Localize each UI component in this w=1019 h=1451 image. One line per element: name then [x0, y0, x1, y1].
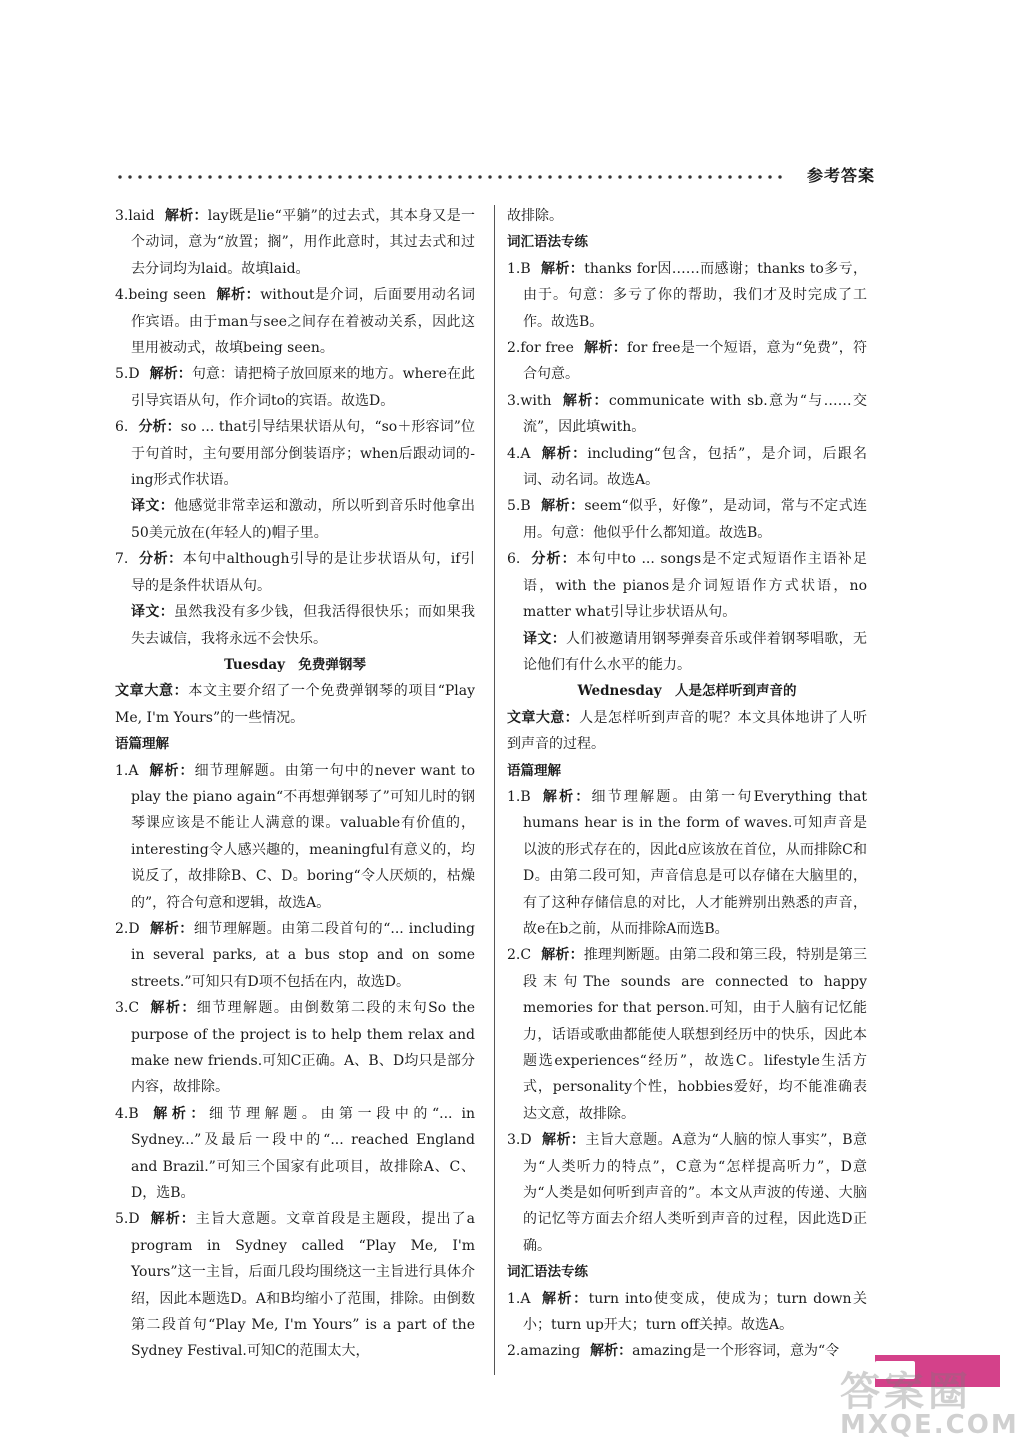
- answer-item: [507, 784, 867, 942]
- answer-item: [507, 493, 867, 546]
- answer-item: [115, 916, 475, 995]
- answer-item: [507, 1286, 867, 1339]
- answer-text: 本句中although引导的是让步状语从句，if引导的是条件状语从句。: [131, 551, 475, 594]
- answer-label: 解析：: [561, 392, 609, 409]
- answer-label: 分析：: [138, 419, 181, 436]
- answer-number: 1.A: [507, 1290, 531, 1307]
- answer-item: [507, 388, 867, 441]
- answer-item: [115, 995, 475, 1101]
- answer-number: 6.: [115, 419, 129, 436]
- answer-label: 解析：: [540, 260, 585, 277]
- answer-item: [115, 414, 475, 493]
- column-divider: [494, 205, 495, 1375]
- answer-label: 解析：: [149, 1211, 196, 1228]
- answer-text: 故排除。: [507, 208, 563, 224]
- answer-label: 文章大意：: [115, 683, 189, 700]
- answer-item: [115, 599, 475, 652]
- answer-label: 解析：: [148, 762, 195, 779]
- section-heading: 语篇理解: [115, 736, 169, 753]
- answer-text: 细节理解题。由倒数第二段的末句So the purpose of the project is to help them relax and make new friends.可知C正确。A、B、D均只是部分内容，故排除。: [131, 1000, 475, 1096]
- answer-label: 解析：: [540, 1290, 589, 1307]
- answer-label: 分析：: [138, 551, 183, 568]
- answer-text: 句意：请把椅子放回原来的地方。where在此引导宾语从句，作介词to的宾语。故选D。: [131, 366, 475, 409]
- section-heading: 语篇理解: [507, 762, 561, 779]
- answer-text: communicate with sb.意为“与……交流”，因此填with。: [523, 392, 868, 436]
- answer-number: 5.D: [115, 1211, 140, 1228]
- answer-label: 解析：: [149, 920, 194, 937]
- answer-number: 1.B: [507, 260, 531, 277]
- answer-item: [115, 282, 475, 361]
- answer-text: seem“似乎，好像”，是动词，常与不定式连用。句意：他似乎什么都知道。故选B。: [523, 498, 868, 541]
- answer-label: 解析：: [541, 947, 584, 964]
- section-heading: 词汇语法专练: [507, 1264, 588, 1281]
- answer-label: 译文：: [131, 498, 175, 515]
- answer-number: 3.D: [507, 1132, 532, 1149]
- answer-item: [115, 1101, 475, 1207]
- answer-item: [507, 441, 867, 494]
- answer-text: without是介词，后面要用动名词作宾语。由于man与see之间存在着被动关系，因此这里用被动式，故填being seen。: [131, 287, 475, 357]
- answer-label: 解析：: [215, 287, 261, 304]
- answer-number: 2.C: [507, 947, 532, 964]
- answer-label: 文章大意：: [507, 709, 580, 726]
- answer-label: 解析：: [149, 1000, 197, 1017]
- answer-item: [115, 546, 475, 599]
- answer-label: 解析：: [541, 1132, 586, 1149]
- section-heading: 词汇语法专练: [507, 234, 588, 251]
- answer-label: 解析：: [148, 1105, 209, 1122]
- answer-label: 译文：: [131, 604, 175, 621]
- answer-number: 3.C: [115, 1000, 140, 1017]
- answer-text: 人们被邀请用钢琴弹奏音乐或伴着钢琴唱歌，无论他们有什么水平的能力。: [523, 630, 868, 673]
- answer-number: 6.: [507, 551, 521, 568]
- answer-label: 解析：: [149, 366, 192, 383]
- answer-text: 主旨大意题。文章首段是主题段，提出了a program in Sydney called “Play Me, I'm Yours”这一主旨，后面几段均围绕这一主旨进行具体介绍，因此本题选D。A和B均缩小了范围，排除。由倒数第二段首句“Play Me, I'm Yours” is a part of the Sydney Festival.可知C的范围太大，: [131, 1211, 475, 1360]
- answer-text: 主旨大意题。A意为“人脑的惊人事实”，B意为“人类听力的特点”，C意为“怎样提高听力”，D意为“人类是如何听到声音的”。本文从声波的传递、大脑的记忆等方面去介绍人类听到声音的过程，因此选D正确。: [523, 1132, 867, 1254]
- answer-item: [115, 758, 475, 916]
- answer-number: 2.amazing: [507, 1343, 581, 1360]
- answer-number: 1.B: [507, 788, 531, 805]
- day-heading: Wednesday 人是怎样听到声音的: [577, 683, 797, 700]
- answer-label: 解析：: [540, 445, 588, 462]
- answer-text: lay既是lie“平躺”的过去式，其本身又是一个动词，意为“放置；搁”，用作此意时，其过去式和过去分词均为laid。故填laid。: [131, 208, 476, 277]
- answer-item: [115, 361, 475, 414]
- answer-text: 他感觉非常幸运和激动，所以听到音乐时他拿出50美元放在(年轻人的)帽子里。: [131, 498, 476, 541]
- answer-item: [507, 942, 867, 1127]
- answer-label: 解析：: [590, 1343, 633, 1360]
- answer-label: 解析：: [540, 788, 592, 805]
- answer-text: 细节理解题。由第二段首句的“... including in several parks, at a bus stop and on some streets.”可知只有D项不包括在内，故选D。: [131, 920, 475, 990]
- answer-number: 3.with: [507, 392, 552, 409]
- answer-label: 解析：: [164, 208, 208, 224]
- answer-item: [507, 1338, 867, 1364]
- answer-item: [115, 203, 475, 282]
- answer-number: 1.A: [115, 762, 139, 779]
- answer-text: including“包含，包括”，是介词，后跟名词、动名词。故选A。: [523, 445, 868, 489]
- answer-item: [507, 705, 867, 758]
- answer-number: 7.: [115, 551, 129, 568]
- answer-text: 细节理解题。由第一句中的never want to play the piano again“不再想弹钢琴了”可知儿时的钢琴课应该是不能让人满意的课。valuable有价值的，interesting令人感兴趣的，meaningful有意义的，均说反了，故排除B、C、D。boring“令人厌烦的，枯燥的”，符合句意和逻辑，故选A。: [131, 762, 475, 911]
- page-header: [115, 163, 875, 187]
- answer-label: 解析：: [583, 340, 628, 357]
- answer-text: for free是一个短语，意为“免费”，符合句意。: [523, 340, 867, 383]
- answer-number: 4.being seen: [115, 287, 206, 304]
- answer-text: 推理判断题。由第二段和第三段，特别是第三段末句The sounds are connected to happy memories for that person.可知，由于人脑有记忆能力，话语或歌曲都能使人联想到经历中的快乐，因此本题选experiences“经历”，故选C。lifestyle生活方式，personality个性，hobbies爱好，均不能准确表达文意，故排除。: [523, 947, 868, 1122]
- answer-item: [115, 1206, 475, 1364]
- answer-text: 人是怎样听到声音的呢？本文具体地讲了人听到声音的过程。: [507, 709, 868, 753]
- answer-text: turn into使变成，使成为；turn down关小；turn up开大；turn off关掉。故选A。: [523, 1290, 868, 1334]
- answer-item: [507, 626, 867, 679]
- answer-number: 4.B: [115, 1105, 139, 1122]
- answer-item: [115, 493, 475, 546]
- answer-text: amazing是一个形容词，意为“令: [632, 1343, 840, 1360]
- answer-number: 4.A: [507, 445, 531, 462]
- answer-item: [507, 203, 867, 229]
- dotted-rule: [115, 175, 785, 179]
- answer-text: 细节理解题。由第一段中的“... in Sydney...”及最后一段中的“... reached England and Brazil.”可知三个国家有此项目，故排除A、C、D，选B。: [131, 1105, 475, 1202]
- header-title: 参考答案: [806, 166, 875, 185]
- answer-label: 解析：: [540, 498, 585, 515]
- answer-text: 虽然我没有多少钱，但我活得很快乐；而如果我失去诚信，我将永远不会快乐。: [131, 604, 476, 647]
- answer-text: thanks for因……而感谢；thanks to多亏，由于。句意：多亏了你的帮助，我们才及时完成了工作。故选B。: [523, 260, 867, 330]
- watermark-line1: 答案圈: [840, 1369, 972, 1415]
- answer-text: 细节理解题。由第一句Everything that humans hear is in the form of waves.可知声音是以波的形式存在的，因此d应该放在首位，从而排除C和D。由第二段可知，声音信息是可以存储在大脑里的，有了这种存储信息的对比，人才能辨别出熟悉的声音，故e在b之前，从而排除A而选B。: [523, 788, 867, 937]
- answer-number: 2.for free: [507, 340, 574, 357]
- answer-text: so ... that引导结果状语从句，“so＋形容词”位于句首时，主句要用部分倒装语序；when后跟动词的-ing形式作状语。: [131, 419, 475, 489]
- watermark-logo: [840, 1360, 1019, 1445]
- answer-item: [507, 256, 867, 335]
- watermark-line2: MXQE.COM: [840, 1410, 1019, 1440]
- answer-item: [115, 678, 475, 731]
- answer-item: [507, 1127, 867, 1259]
- answer-number: 3.laid: [115, 208, 155, 224]
- day-heading: Tuesday 免费弹钢琴: [224, 656, 366, 673]
- answer-item: [507, 546, 867, 625]
- right-column: [507, 203, 867, 1365]
- answer-text: 本句中to ... songs是不定式短语作主语补足语，with the pianos是介词短语作方式状语，no matter what引导让步状语从句。: [523, 551, 867, 621]
- answer-number: 2.D: [115, 920, 140, 937]
- answer-number: 5.B: [507, 498, 531, 515]
- answer-label: 译文：: [523, 630, 567, 647]
- left-column: [115, 203, 475, 1365]
- answer-number: 5.D: [115, 366, 140, 383]
- answer-label: 分析：: [530, 551, 577, 568]
- answer-item: [507, 335, 867, 388]
- answer-text: 本文主要介绍了一个免费弹钢琴的项目“Play Me, I'm Yours”的一些情况。: [115, 683, 476, 726]
